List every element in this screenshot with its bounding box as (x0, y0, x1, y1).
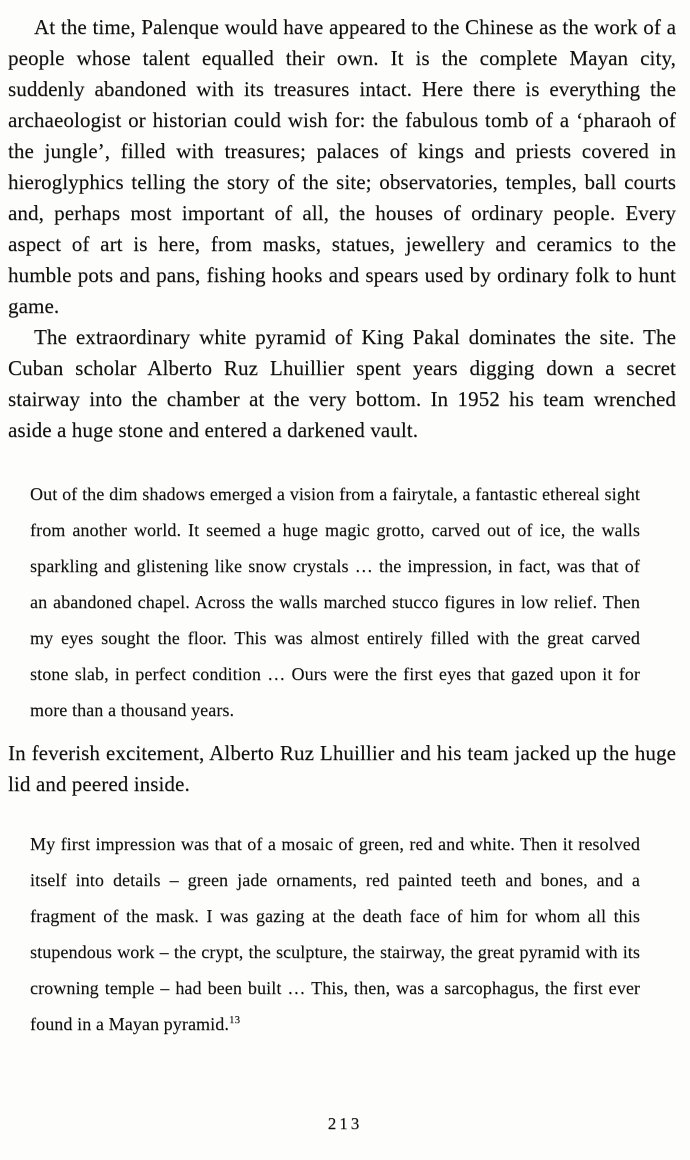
page-number: 213 (327, 1114, 363, 1133)
block-quote-vault-vision: Out of the dim shadows emerged a vision from a fairytale, a fantastic ethereal sight from another world. It seemed a huge magic grotto, carved out of ice, the walls sparkling and glistening like snow crystals … the impression, in fact, was that of an abandoned chapel. Across the walls marched stucco figures in low relief. Then my eyes sought the floor. This was almost entirely filled with the great carved stone slab, in perfect condition … Ours were the first eyes that gazed upon it for more than a thousand years. (30, 484, 640, 720)
paragraph-pyramid-discovery: The extraordinary white pyramid of King Pakal dominates the site. The Cuban scholar Alberto Ruz Lhuillier spent years digging down a secret stairway into the chamber at the very bottom. In 1952 his team wrenched aside a huge stone and entered a darkened vault. (8, 325, 676, 442)
quote-text: My first impression was that of a mosaic of green, red and white. Then it resolved itself into details – green jade ornaments, red painted teeth and bones, and a fragment of the mask. I was gazing at the death face of him for whom all this stupendous work – the crypt, the sculpture, the stairway, the great pyramid with its crowning temple – had been built … This, then, was a sarcophagus, the first ever found in a Mayan pyramid. (30, 834, 640, 1034)
paragraph-lid-opening: In feverish excitement, Alberto Ruz Lhuillier and his team jacked up the huge lid and peered inside. (8, 741, 676, 796)
block-quote-sarcophagus (30, 826, 640, 1042)
footnote-marker: 13 (228, 1014, 241, 1026)
paragraph-palenque-intro: At the time, Palenque would have appeared to the Chinese as the work of a people whose talent equalled their own. It is the complete Mayan city, suddenly abandoned with its treasures intact. Here there is everything the archaeologist or historian could wish for: the fabulous tomb of a ‘pharaoh of the jungle’, filled with treasures; palaces of kings and priests covered in hieroglyphics telling the story of the site; observatories, temples, ball courts and, perhaps most important of all, the houses of ordinary people. Every aspect of art is here, from masks, statues, jewellery and ceramics to the humble pots and pans, fishing hooks and spears used by ordinary folk to hunt game. (8, 15, 676, 318)
